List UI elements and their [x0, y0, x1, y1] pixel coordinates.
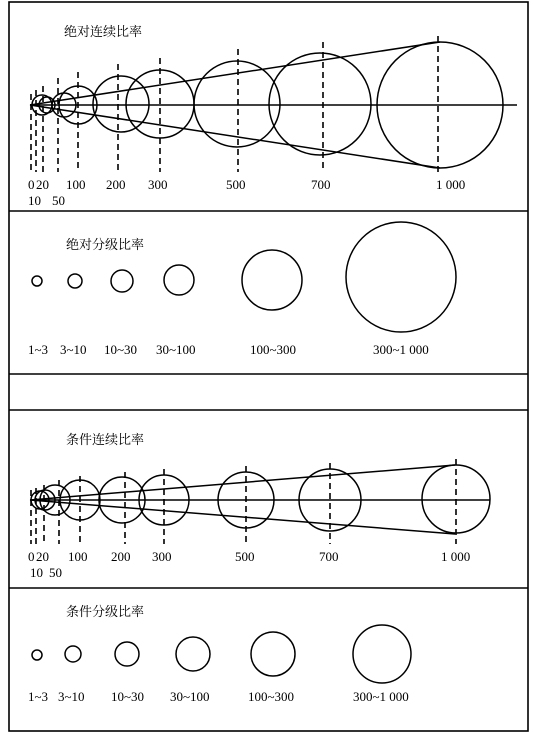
- class-label: 300~1 000: [353, 689, 409, 704]
- cone-upper-edge: [30, 465, 455, 500]
- class-label: 10~30: [111, 689, 145, 704]
- graded-circle: [111, 270, 133, 292]
- value-label: 200: [111, 549, 131, 564]
- class-label: 100~300: [250, 342, 297, 357]
- value-label: 500: [226, 177, 246, 192]
- value-label: 500: [235, 549, 255, 564]
- cone-upper-edge: [30, 42, 440, 105]
- value-label: 300: [148, 177, 168, 192]
- value-label: 300: [152, 549, 172, 564]
- value-label: 1 000: [436, 177, 466, 192]
- class-label: 3~10: [60, 342, 87, 357]
- value-label: 50: [49, 565, 62, 580]
- graded-circle: [115, 642, 139, 666]
- proportional-circle: [269, 53, 371, 155]
- panel-absolute-graded: [28, 222, 456, 357]
- panel-absolute-continuous: [28, 24, 517, 208]
- class-label: 100~300: [248, 689, 295, 704]
- class-label: 10~30: [104, 342, 138, 357]
- graded-circle: [346, 222, 456, 332]
- graded-circle: [242, 250, 302, 310]
- panel-conditional-graded: [28, 605, 411, 704]
- panel-title: 条件分级比率: [66, 605, 145, 620]
- value-label: 1 000: [441, 549, 471, 564]
- panel-title: 绝对连续比率: [64, 25, 143, 40]
- panel-title: 绝对分级比率: [66, 238, 145, 253]
- graded-circle: [68, 274, 82, 288]
- value-label: 20: [36, 549, 49, 564]
- value-label: 0: [28, 177, 35, 192]
- panel-conditional-continuous: [28, 432, 490, 580]
- class-label: 30~100: [156, 342, 196, 357]
- class-label: 1~3: [28, 342, 49, 357]
- graded-circle: [176, 637, 210, 671]
- value-label: 100: [66, 177, 86, 192]
- cone-lower-edge: [30, 500, 455, 534]
- value-label: 200: [106, 177, 126, 192]
- value-label: 700: [311, 177, 331, 192]
- class-label: 3~10: [58, 689, 85, 704]
- cone-lower-edge: [30, 105, 440, 168]
- class-label: 1~3: [28, 689, 49, 704]
- graded-circle: [65, 646, 81, 662]
- value-label: 700: [319, 549, 339, 564]
- graded-circle: [353, 625, 411, 683]
- value-label: 100: [68, 549, 88, 564]
- graded-circle: [32, 650, 42, 660]
- outer-frame: [9, 2, 528, 731]
- graded-circle: [251, 632, 295, 676]
- class-label: 30~100: [170, 689, 210, 704]
- proportional-circle: [93, 76, 149, 132]
- value-label: 20: [36, 177, 49, 192]
- value-label: 50: [52, 193, 65, 208]
- graded-circle: [32, 276, 42, 286]
- value-label: 0: [28, 549, 35, 564]
- class-label: 300~1 000: [373, 342, 429, 357]
- value-label: 10: [30, 565, 43, 580]
- value-label: 10: [28, 193, 41, 208]
- panel-title: 条件连续比率: [66, 433, 145, 448]
- graded-circle: [164, 265, 194, 295]
